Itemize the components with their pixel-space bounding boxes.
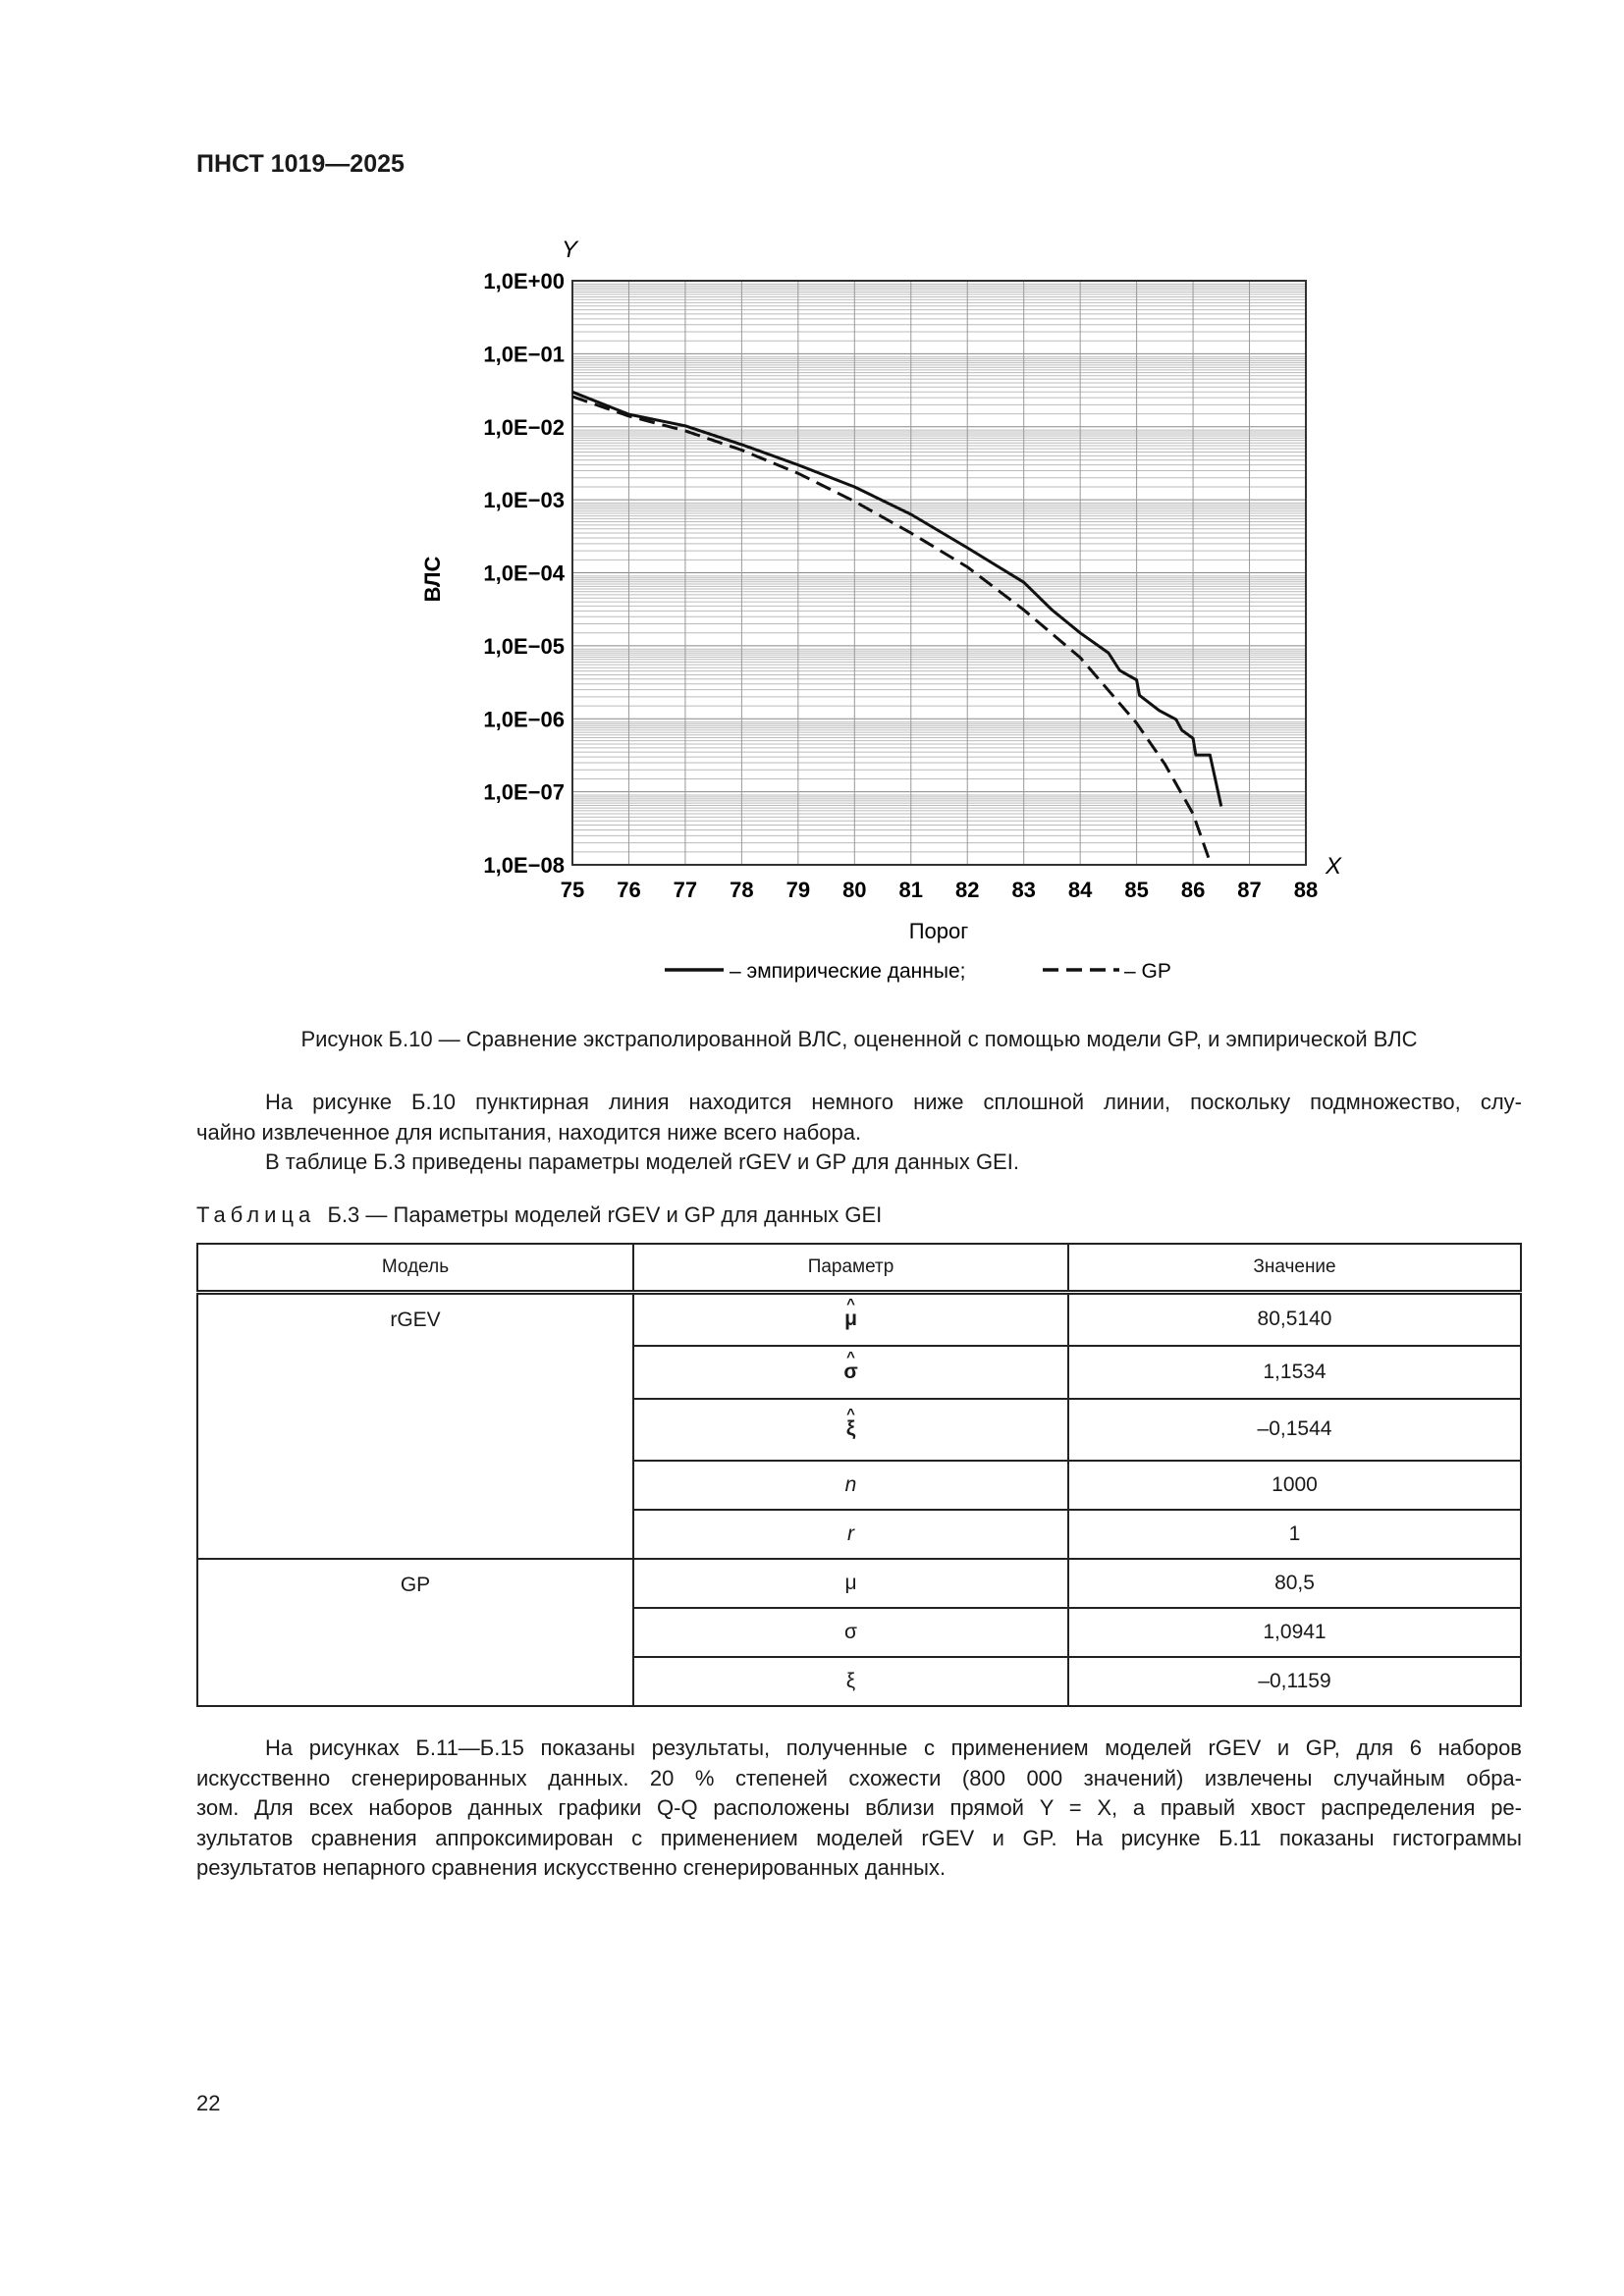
x-tick-label: 75 — [560, 878, 585, 902]
text-line: На рисунке Б.10 пунктирная линия находится немного ниже сплошной линии, поскольку подмножество, слу- — [265, 1090, 1522, 1114]
param-cell: μ — [633, 1559, 1068, 1608]
x-axis-letter: X — [1325, 853, 1342, 880]
value-cell: 1,1534 — [1068, 1346, 1521, 1399]
y-tick-label: 1,0E−04 — [483, 561, 565, 586]
value-cell: –0,1544 — [1068, 1399, 1521, 1461]
table-row — [197, 1293, 1521, 1346]
y-tick-label: 1,0E−02 — [483, 414, 565, 440]
text-line: чайно извлеченное для испытания, находится ниже всего набора. — [196, 1119, 862, 1145]
x-tick-label: 84 — [1067, 878, 1093, 902]
figure-caption: Рисунок Б.10 — Сравнение экстраполированной ВЛС, оцененной с помощью модели GP, и эмпирической ВЛС — [300, 1027, 1418, 1051]
y-tick-label: 1,0E+00 — [483, 269, 565, 294]
param-cell: n — [633, 1461, 1068, 1510]
y-tick-label: 1,0E−07 — [483, 779, 565, 805]
param-cell: ^ ξ — [846, 1417, 855, 1441]
x-tick-label: 80 — [842, 878, 867, 902]
x-tick-label: 82 — [954, 878, 980, 902]
param-cell: r — [633, 1510, 1068, 1559]
value-cell: –0,1159 — [1068, 1657, 1521, 1706]
x-axis-label: Порог — [908, 919, 969, 943]
paragraph-3 — [196, 1734, 1522, 1884]
y-tick-label: 1,0E−05 — [483, 633, 565, 659]
value-cell: 1000 — [1068, 1461, 1521, 1510]
text-line: зом. Для всех наборов данных графики Q-Q расположены вблизи прямой Y = X, а правый хвост распределения ре- — [196, 1795, 1522, 1820]
y-axis-label: ВЛС — [420, 556, 445, 603]
y-axis-letter: Y — [561, 237, 578, 263]
param-cell: ^ μ — [844, 1308, 857, 1331]
column-header-value: Значение — [1068, 1244, 1521, 1293]
column-header-parameter: Параметр — [633, 1244, 1068, 1293]
x-tick-label: 76 — [617, 878, 641, 902]
y-tick-label: 1,0E−03 — [483, 488, 565, 513]
table-title — [196, 1202, 882, 1228]
x-tick-label: 83 — [1011, 878, 1036, 902]
legend-empirical-label: – эмпирические данные; — [730, 960, 966, 983]
grid — [572, 281, 1306, 865]
value-cell: 80,5140 — [1068, 1293, 1521, 1346]
column-header-model: Модель — [197, 1244, 633, 1293]
x-tick-label: 77 — [673, 878, 698, 902]
value-cell: 1,0941 — [1068, 1608, 1521, 1657]
x-tick-label: 87 — [1237, 878, 1262, 902]
model-cell: rGEV — [197, 1293, 633, 1559]
table-row — [197, 1559, 1521, 1608]
y-tick-label: 1,0E−01 — [483, 342, 565, 367]
x-tick-label: 85 — [1124, 878, 1149, 902]
y-tick-label: 1,0E−08 — [483, 853, 565, 878]
value-cell: 1 — [1068, 1510, 1521, 1559]
figure-chart — [393, 226, 1375, 1011]
text-line: результатов непарного сравнения искусственно сгенерированных данных. — [196, 1855, 947, 1880]
text-line: В таблице Б.3 приведены параметры моделей rGEV и GP для данных GEI. — [265, 1149, 1019, 1174]
x-tick-label: 78 — [730, 878, 754, 902]
paragraph-1 — [196, 1088, 1522, 1178]
param-cell: ^ σ — [843, 1361, 857, 1384]
text-line: На рисунках Б.11—Б.15 показаны результаты, полученные с применением моделей rGEV и GP, для 6 наборов — [265, 1735, 1522, 1760]
model-cell: GP — [197, 1559, 633, 1706]
page-number: 22 — [196, 2091, 221, 2115]
x-tick-label: 79 — [785, 878, 811, 902]
legend-gp-label: – GP — [1124, 960, 1171, 983]
text-line: искусственно сгенерированных данных. 20 % степеней схожести (800 000 значений) извлечены случайным обра- — [196, 1765, 1522, 1790]
x-tick-label: 88 — [1293, 878, 1319, 902]
x-tick-label: 81 — [898, 878, 924, 902]
table-title-prefix: Таблица — [196, 1202, 316, 1227]
text-line: зультатов сравнения аппроксимирован с применением моделей rGEV и GP. На рисунке Б.11 показаны гистограммы — [196, 1825, 1522, 1850]
x-tick-label: 86 — [1180, 878, 1206, 902]
param-cell: σ — [633, 1608, 1068, 1657]
param-cell: ξ — [633, 1657, 1068, 1706]
parameters-table — [196, 1243, 1522, 1707]
value-cell: 80,5 — [1068, 1559, 1521, 1608]
table-title-text: Б.3 — Параметры моделей rGEV и GP для данных GEI — [327, 1202, 883, 1227]
document-id-header: ПНСТ 1019—2025 — [196, 150, 405, 178]
y-tick-label: 1,0E−06 — [483, 707, 565, 732]
